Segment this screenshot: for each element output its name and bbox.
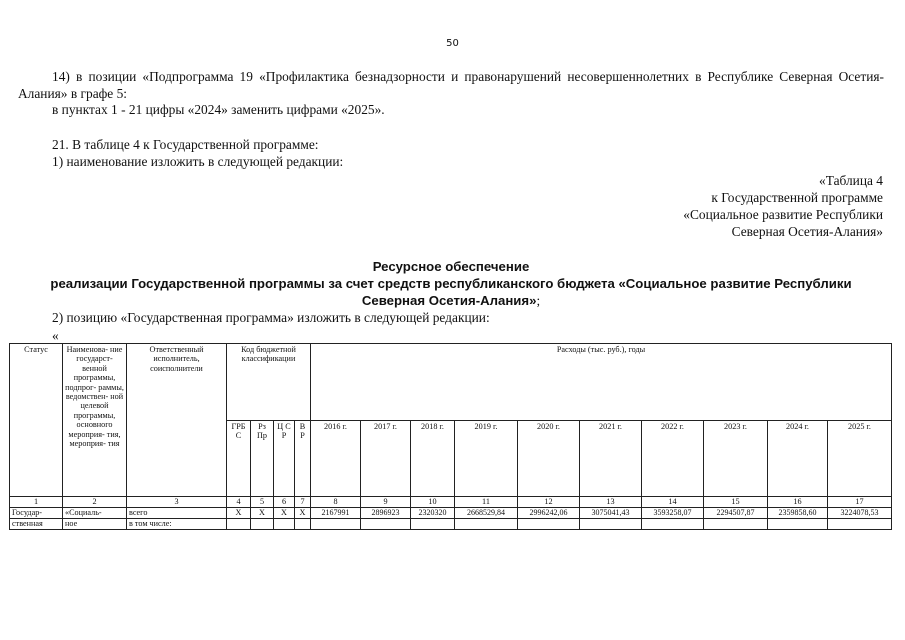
column-number: 11 <box>455 497 518 508</box>
header-name: Наименова- ние государст- венной программы, подпрог- раммы, ведомствен- ной целевой программы, основного мероприя- тия, мероприя- тия <box>63 344 127 497</box>
column-number: 3 <box>127 497 227 508</box>
table-cell: Х <box>227 508 251 519</box>
table-reference-line: «Таблица 4 <box>819 173 883 188</box>
table-cell: «Социаль- <box>63 508 127 519</box>
table-cell: 2668529,84 <box>455 508 518 519</box>
table-cell: в том числе: <box>127 519 227 530</box>
column-number: 15 <box>704 497 768 508</box>
section-title-text: Северная Осетия-Алания» <box>361 293 537 308</box>
header-year: 2022 г. <box>642 420 704 497</box>
header-year: 2024 г. <box>768 420 828 497</box>
table-reference-line: Северная Осетия-Алания» <box>731 224 883 239</box>
header-executor: Ответственный исполнитель, соисполнители <box>127 344 227 497</box>
paragraph-21-2: 2) позицию «Государственная программа» изложить в следующей редакции: <box>52 310 490 325</box>
table-cell <box>768 519 828 530</box>
column-number: 9 <box>361 497 411 508</box>
table-cell: Х <box>251 508 274 519</box>
column-number: 1 <box>10 497 63 508</box>
table-row <box>10 519 892 530</box>
table-row <box>10 508 892 519</box>
column-number: 6 <box>274 497 295 508</box>
table-cell: всего <box>127 508 227 519</box>
header-code-col: В Р <box>295 420 311 497</box>
header-year: 2020 г. <box>518 420 580 497</box>
table-cell: 3593258,07 <box>642 508 704 519</box>
header-year: 2017 г. <box>361 420 411 497</box>
table-cell: 3075041,43 <box>580 508 642 519</box>
column-number: 8 <box>311 497 361 508</box>
table-reference-block <box>683 172 883 240</box>
table-cell: 2896923 <box>361 508 411 519</box>
header-year: 2021 г. <box>580 420 642 497</box>
column-number: 17 <box>828 497 892 508</box>
paragraph-14-sub: в пунктах 1 - 21 цифры «2024» заменить цифрами «2025». <box>52 102 385 117</box>
table-cell <box>295 519 311 530</box>
table-cell <box>411 519 455 530</box>
table-cell <box>642 519 704 530</box>
header-year: 2023 г. <box>704 420 768 497</box>
table-cell: 2294507,87 <box>704 508 768 519</box>
paragraph-21: 21. В таблице 4 к Государственной программе: <box>52 137 319 152</box>
table-cell <box>361 519 411 530</box>
table-cell: 3224078,53 <box>828 508 892 519</box>
header-code-col: Ц С Р <box>274 420 295 497</box>
header-expenses: Расходы (тыс. руб.), годы <box>311 344 892 421</box>
section-title-line: Ресурсное обеспечение <box>372 259 530 274</box>
table-cell <box>455 519 518 530</box>
table-cell <box>704 519 768 530</box>
table-cell: 2359858,60 <box>768 508 828 519</box>
column-number: 10 <box>411 497 455 508</box>
column-number: 14 <box>642 497 704 508</box>
table-cell <box>274 519 295 530</box>
header-year: 2025 г. <box>828 420 892 497</box>
table-cell <box>227 519 251 530</box>
column-number: 16 <box>768 497 828 508</box>
header-code-col: ГРБ С <box>227 420 251 497</box>
table-cell <box>311 519 361 530</box>
table-cell: ственная <box>10 519 63 530</box>
column-number: 7 <box>295 497 311 508</box>
table-cell <box>518 519 580 530</box>
paragraph-21-1: 1) наименование изложить в следующей редакции: <box>52 154 344 169</box>
table-header-row <box>10 344 892 421</box>
column-number: 12 <box>518 497 580 508</box>
column-number: 2 <box>63 497 127 508</box>
header-year: 2019 г. <box>455 420 518 497</box>
table-cell: Х <box>274 508 295 519</box>
column-number: 5 <box>251 497 274 508</box>
section-title-line: реализации Государственной программы за счет средств республиканского бюджета «Социальное развитие Республики <box>50 276 852 291</box>
table-cell: 2320320 <box>411 508 455 519</box>
header-status: Статус <box>10 344 63 497</box>
table-reference-line: к Государственной программе <box>711 190 883 205</box>
table-cell: Х <box>295 508 311 519</box>
column-number: 13 <box>580 497 642 508</box>
table-cell <box>580 519 642 530</box>
table-cell: Государ- <box>10 508 63 519</box>
table-reference-line: «Социальное развитие Республики <box>683 207 883 222</box>
paragraph-14: 14) в позиции «Подпрограмма 19 «Профилактика безнадзорности и правонарушений несовершеннолетних в Республике Северная Осетия-Алания» в графе 5: <box>18 69 884 101</box>
table-cell: 2996242,06 <box>518 508 580 519</box>
page-number: 50 <box>446 38 459 49</box>
table-cell <box>828 519 892 530</box>
table-cell: ное <box>63 519 127 530</box>
section-title-line <box>18 292 884 309</box>
table-cell: 2167991 <box>311 508 361 519</box>
header-budget-code: Код бюджетной классификации <box>227 344 311 421</box>
opening-quote: « <box>52 328 59 343</box>
column-number: 4 <box>227 497 251 508</box>
header-year: 2018 г. <box>411 420 455 497</box>
header-year: 2016 г. <box>311 420 361 497</box>
column-numbers-row <box>10 497 892 508</box>
resource-table <box>9 343 892 530</box>
header-code-col: Рз Пр <box>251 420 274 497</box>
table-cell <box>251 519 274 530</box>
section-title-punct: ; <box>536 293 541 308</box>
